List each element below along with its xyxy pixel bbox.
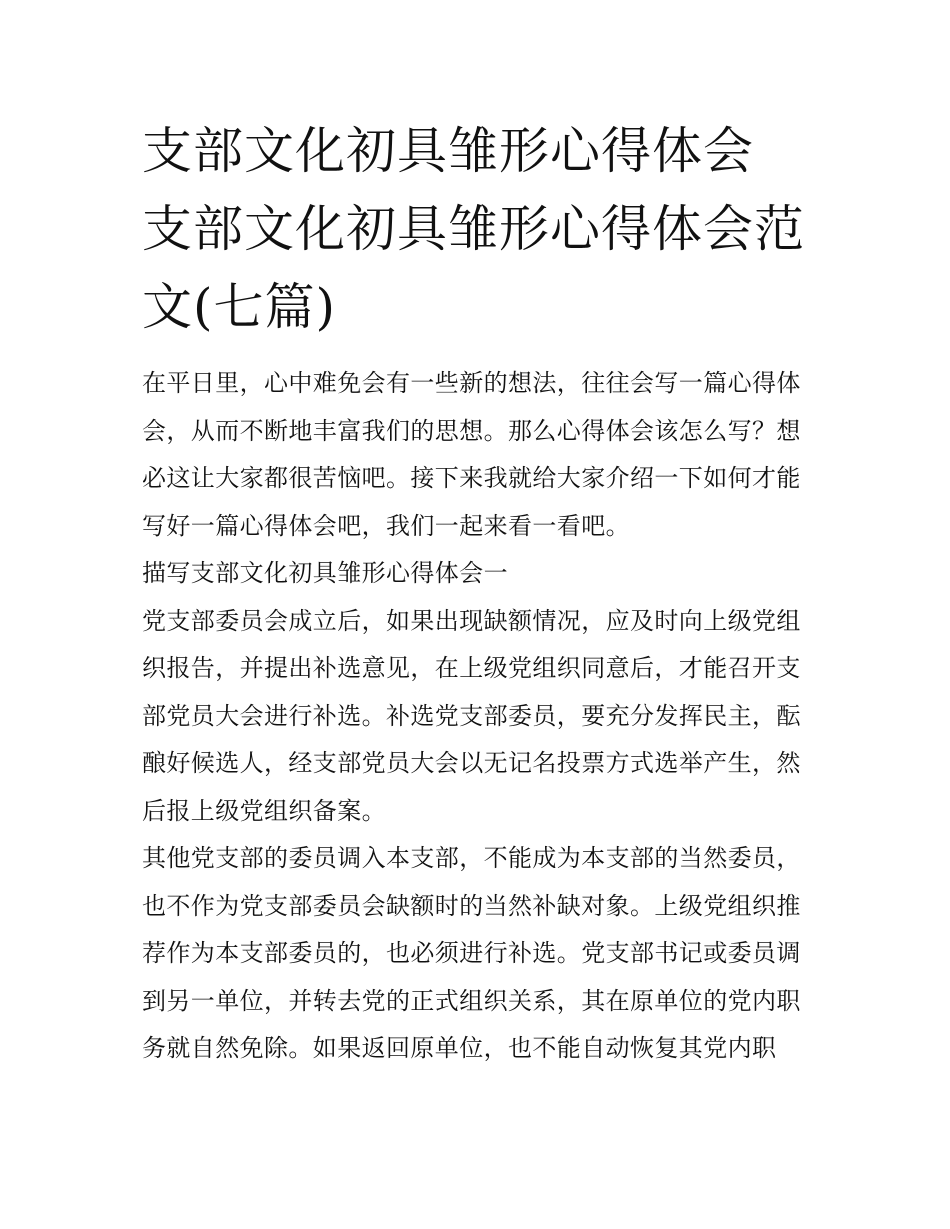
body-paragraph: 其他党支部的委员调入本支部，不能成为本支部的当然委员，也不作为党支部委员会缺额时的当然补缺对象。上级党组织推荐作为本支部委员的，也必须进行补选。党支部书记或委员调到另一单位，并转去党的正式组织关系，其在原单位的党内职务就自然免除。如果返回原单位，也不能自动恢复其党内职	[142, 844, 801, 1062]
document-title: 支部文化初具雏形心得体会 支部文化初具雏形心得体会范文(七篇)	[142, 122, 805, 336]
section-heading: 描写支部文化初具雏形心得体会一	[142, 559, 508, 587]
intro-paragraph: 在平日里，心中难免会有一些新的想法，往往会写一篇心得体会，从而不断地丰富我们的思想。那么心得体会该怎么写？想必这让大家都很苦恼吧。接下来我就给大家介绍一下如何才能写好一篇心得体会吧，我们一起来看一看吧。	[142, 369, 801, 540]
document-page	[142, 112, 814, 1073]
body-paragraph: 党支部委员会成立后，如果出现缺额情况，应及时向上级党组织报告，并提出补选意见，在上级党组织同意后，才能召开支部党员大会进行补选。补选党支部委员，要充分发挥民主，酝酿好候选人，经支部党员大会以无记名投票方式选举产生，然后报上级党组织备案。	[142, 606, 801, 825]
